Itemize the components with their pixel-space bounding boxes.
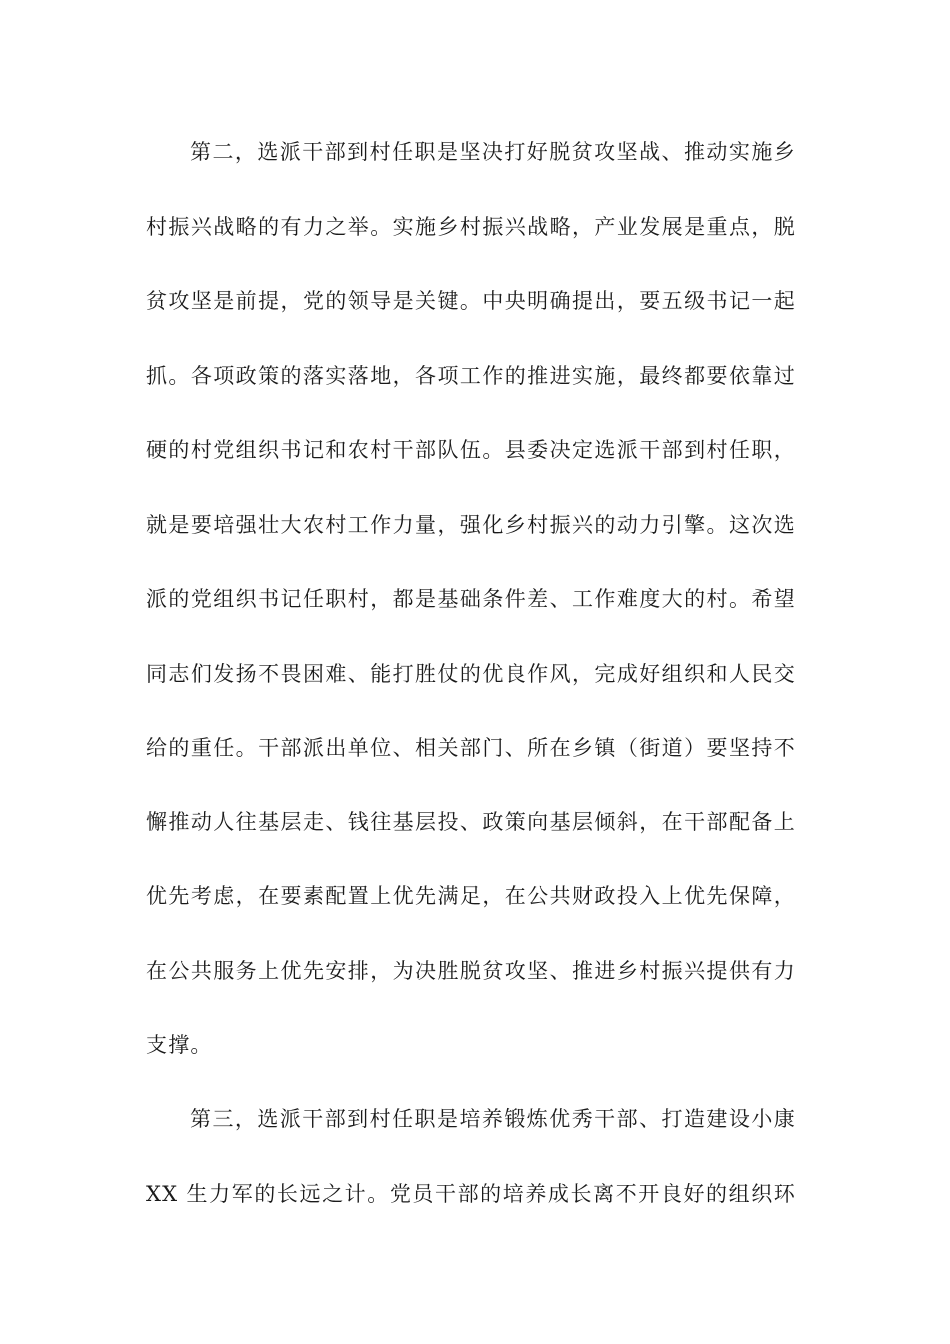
paragraph-2-line-13: 支撑。	[146, 1033, 213, 1057]
paragraph-2-line-3: 贫攻坚是前提，党的领导是关键。中央明确提出，要五级书记一起	[146, 289, 796, 313]
paragraph-2-line-7: 派的党组织书记任职村，都是基础条件差、工作难度大的村。希望	[146, 587, 796, 611]
paragraph-3-line-2: XX 生力军的长远之计。党员干部的培养成长离不开良好的组织环	[146, 1182, 796, 1206]
paragraph-2-line-6: 就是要培强壮大农村工作力量，强化乡村振兴的动力引擎。这次选	[146, 513, 796, 537]
paragraph-2-line-9: 给的重任。干部派出单位、相关部门、所在乡镇（街道）要坚持不	[146, 736, 796, 760]
paragraph-3-line-1: 第三，选派干部到村任职是培养锻炼优秀干部、打造建设小康	[190, 1107, 796, 1131]
paragraph-2-line-8: 同志们发扬不畏困难、能打胜仗的优良作风，完成好组织和人民交	[146, 662, 796, 686]
paragraph-2-line-12: 在公共服务上优先安排，为决胜脱贫攻坚、推进乡村振兴提供有力	[146, 959, 796, 983]
paragraph-2-line-10: 懈推动人往基层走、钱往基层投、政策向基层倾斜，在干部配备上	[146, 810, 796, 834]
paragraph-2-line-2: 村振兴战略的有力之举。实施乡村振兴战略，产业发展是重点，脱	[146, 215, 796, 239]
paragraph-2-line-1: 第二，选派干部到村任职是坚决打好脱贫攻坚战、推动实施乡	[190, 140, 796, 164]
paragraph-2-line-4: 抓。各项政策的落实落地，各项工作的推进实施，最终都要依靠过	[146, 364, 796, 388]
paragraph-2-line-11: 优先考虑，在要素配置上优先满足，在公共财政投入上优先保障，	[146, 884, 796, 908]
paragraph-2-line-5: 硬的村党组织书记和农村干部队伍。县委决定选派干部到村任职，	[146, 438, 796, 462]
